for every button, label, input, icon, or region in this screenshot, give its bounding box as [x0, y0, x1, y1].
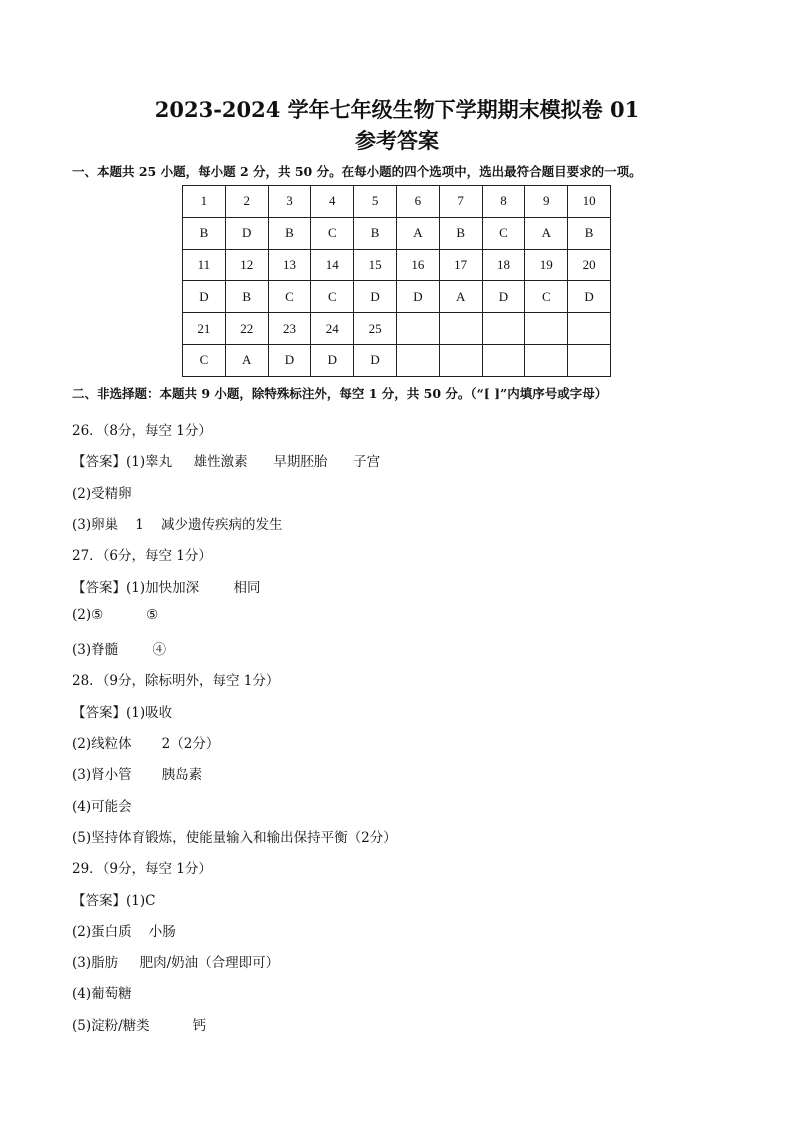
table-cell: C — [183, 344, 226, 376]
answer-line: (3)肾小管 胰岛素 — [72, 767, 203, 784]
answer-line: 28．（9分，除标明外，每空 1分） — [72, 673, 280, 690]
table-cell: D — [396, 281, 439, 313]
table-cell: A — [396, 217, 439, 249]
table-cell: C — [525, 281, 568, 313]
table-cell: 7 — [439, 186, 482, 218]
table-cell: B — [354, 217, 397, 249]
table-cell — [439, 313, 482, 345]
table-row — [183, 281, 611, 313]
table-cell: 12 — [225, 249, 268, 281]
table-row — [183, 313, 611, 345]
table-cell: 14 — [311, 249, 354, 281]
answer-line: (3)脂肪 肥肉/奶油（合理即可） — [72, 955, 280, 972]
answer-line: (4)葡萄糖 — [72, 986, 132, 1003]
table-row — [183, 186, 611, 218]
table-cell: 22 — [225, 313, 268, 345]
section-2-heading: 二、非选择题：本题共 9 小题，除特殊标注外，每空 1 分，共 50 分。（“[ ]”内填序号或字母） — [72, 386, 608, 401]
table-cell: 20 — [568, 249, 611, 281]
table-cell: D — [354, 344, 397, 376]
answer-line: (5)淀粉/糖类 钙 — [72, 1017, 207, 1034]
table-cell: D — [183, 281, 226, 313]
table-cell: 25 — [354, 313, 397, 345]
answer-line: (2)蛋白质 小肠 — [72, 923, 176, 940]
answer-line: 【答案】(1)睾丸 雄性激素 早期胚胎 子宫 — [72, 454, 381, 471]
table-cell: C — [311, 281, 354, 313]
table-cell: 24 — [311, 313, 354, 345]
answer-line: (3)脊髓 ④ — [72, 642, 166, 659]
table-cell: 9 — [525, 186, 568, 218]
table-cell: A — [525, 217, 568, 249]
table-cell: 1 — [183, 186, 226, 218]
table-cell: B — [568, 217, 611, 249]
table-cell — [525, 313, 568, 345]
table-cell: 13 — [268, 249, 311, 281]
table-row — [183, 217, 611, 249]
table-cell: D — [482, 281, 525, 313]
table-cell: 11 — [183, 249, 226, 281]
page-title: 2023-2024 学年七年级生物下学期期末模拟卷 01 — [154, 97, 640, 122]
answer-line: 27．（6分，每空 1分） — [72, 548, 212, 565]
answer-line: (2)线粒体 2（2分） — [72, 736, 220, 752]
answer-line: (2)⑤ ⑤ — [72, 606, 159, 623]
table-cell: C — [268, 281, 311, 313]
answer-line: (4)可能会 — [72, 798, 132, 815]
table-cell — [568, 313, 611, 345]
answer-table — [182, 185, 611, 377]
table-cell — [568, 344, 611, 376]
table-cell: 4 — [311, 186, 354, 218]
table-cell: 2 — [225, 186, 268, 218]
table-cell: 8 — [482, 186, 525, 218]
answer-line: (2)受精卵 — [72, 485, 132, 502]
table-cell: 6 — [396, 186, 439, 218]
table-cell: 23 — [268, 313, 311, 345]
table-cell: 5 — [354, 186, 397, 218]
table-cell: 10 — [568, 186, 611, 218]
table-cell: 17 — [439, 249, 482, 281]
answer-line: 【答案】(1)吸收 — [72, 704, 173, 721]
table-cell: D — [354, 281, 397, 313]
table-cell: D — [568, 281, 611, 313]
table-cell — [439, 344, 482, 376]
table-cell: 19 — [525, 249, 568, 281]
answer-line: (3)卵巢 1 减少遗传疾病的发生 — [72, 516, 283, 533]
answer-line: 【答案】(1)C — [72, 892, 156, 909]
table-cell: C — [311, 217, 354, 249]
table-cell: 15 — [354, 249, 397, 281]
table-cell — [525, 344, 568, 376]
table-row — [183, 249, 611, 281]
table-cell: A — [439, 281, 482, 313]
table-cell — [482, 313, 525, 345]
table-cell — [482, 344, 525, 376]
section-1-heading: 一、本题共 25 小题，每小题 2 分，共 50 分。在每小题的四个选项中，选出最符合题目要求的一项。 — [72, 164, 642, 179]
table-cell: D — [311, 344, 354, 376]
table-cell: B — [439, 217, 482, 249]
table-cell: 16 — [396, 249, 439, 281]
table-cell — [396, 313, 439, 345]
table-cell: 18 — [482, 249, 525, 281]
table-cell: D — [268, 344, 311, 376]
answer-line: 29．（9分，每空 1分） — [72, 861, 212, 878]
table-cell: D — [225, 217, 268, 249]
table-cell: A — [225, 344, 268, 376]
answer-line: 【答案】(1)加快加深 相同 — [72, 579, 261, 596]
table-cell: B — [225, 281, 268, 313]
table-cell: 21 — [183, 313, 226, 345]
table-cell: B — [183, 217, 226, 249]
answer-line: 26．（8分，每空 1分） — [72, 423, 212, 439]
answer-line: (5)坚持体育锻炼，使能量输入和输出保持平衡（2分） — [72, 829, 397, 846]
table-cell: C — [482, 217, 525, 249]
table-row — [183, 344, 611, 376]
table-cell: 3 — [268, 186, 311, 218]
page-subtitle: 参考答案 — [355, 128, 439, 153]
table-cell — [396, 344, 439, 376]
table-cell: B — [268, 217, 311, 249]
